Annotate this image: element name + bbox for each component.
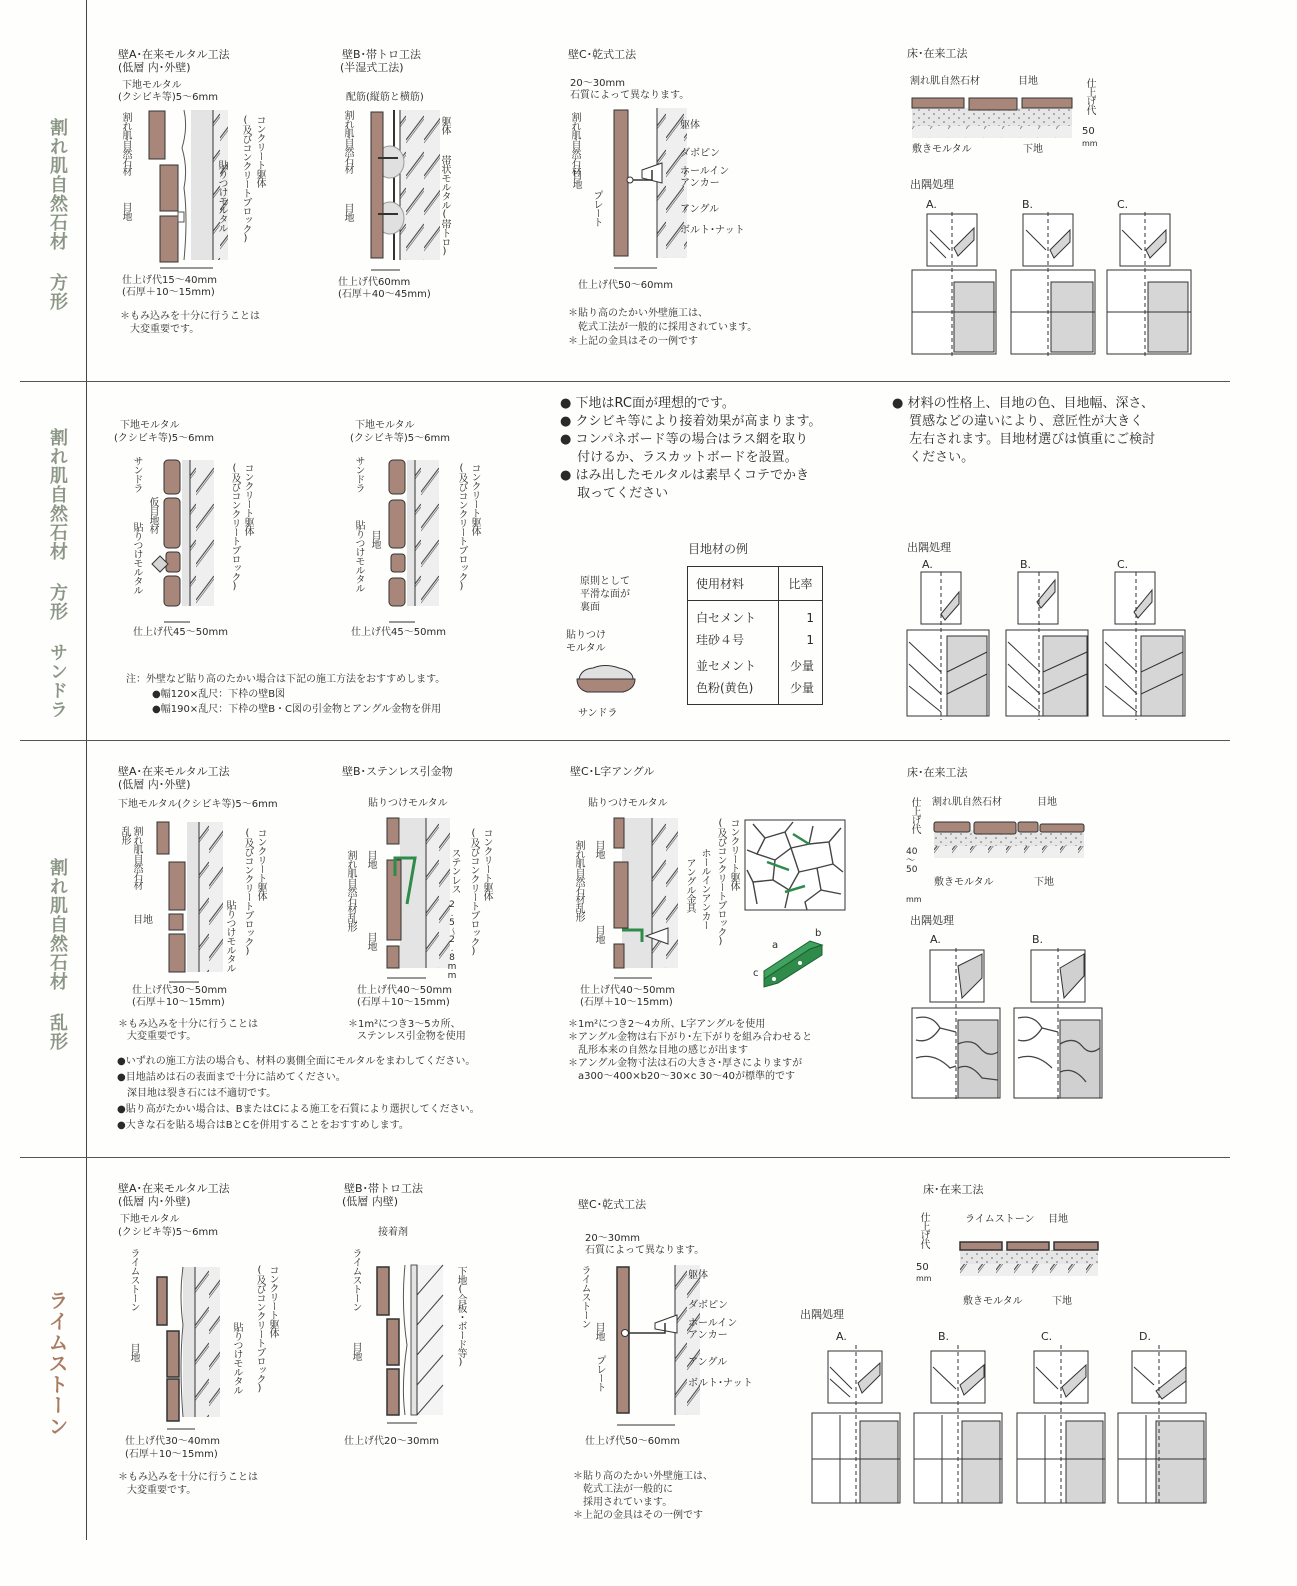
ls-wall-c-dowel-label: ダボピン [688,1300,728,1311]
wall-a-base-mortar-sub: (クシビキ等)5～6mm [118,92,219,103]
irr-corner-title: 出隅処理 [910,914,954,927]
irr-wall-b-adhesive: 貼りつけモルタル [368,798,448,809]
wall-a-stone-label: 割れ肌自然石材 [120,112,131,175]
note-line: 乱形本来の自然な目地の感じが出ます [568,1045,748,1056]
irr-wall-a-drawing [155,820,225,985]
irr-wall-c-notes [568,1018,812,1083]
left-divider [86,0,87,1540]
wall-b-title: 壁B･帯トロ工法 [342,48,422,61]
wall-b-subtitle: (半湿式工法) [340,61,404,74]
bullet-line: ● コンパネボード等の場合はラス網を取り [560,432,809,447]
irr-wall-b-stainless-label: ステンレス [449,848,460,893]
section-label-limestone: ライムストーン [45,1290,69,1437]
sandra-wall1-concrete-label: コンクリート躯体 [242,463,253,535]
corner-drawings [910,212,1195,357]
cell-ratio: 1 [779,601,823,627]
irr-floor-joint-label: 目地 [1037,797,1057,808]
ls-wall-a-note-2: 大変重要です。 [127,1485,197,1496]
irr-wall-a-subtitle: (低層 内･外壁) [118,778,191,791]
irr-floor-base-label: 下地 [1034,877,1054,888]
ls-wall-c-plate-label: プレート [594,1355,605,1391]
irr-wall-b-note-1: ＊1m²につき3～5カ所、 [348,1019,461,1030]
ls-wall-a-note-1: ＊もみ込みを十分に行うことは [118,1472,258,1483]
ls-wall-b-stone-label: ライムストーン [350,1248,361,1311]
sandra-note-main: 注：外壁など貼り高のたかい場合は下記の施工方法をおすすめします。 [126,674,446,685]
ls-wall-a-adhesive-label: 貼りつけモルタル [231,1322,242,1394]
irr-wall-b-joint-label-1: 目地 [365,850,376,868]
irr-wall-c-joint-label-1: 目地 [593,840,604,858]
header-material: 使用材料 [688,567,779,601]
sandra-wall2-joint-label: 目地 [369,530,380,548]
wall-b-stone-label: 割れ肌自然石材 [342,110,353,173]
sandra-corner-drawings [905,572,1190,720]
corner-option-c: C. [1117,558,1129,571]
ls-wall-c-notes [573,1470,713,1522]
corner-option-b: B. [1022,198,1034,211]
sandra-wall1-sandra-label: サンドラ [131,456,142,492]
wall-b-band-mortar-label: 帯状モルタル(帯トロ) [439,155,450,256]
bullet-line: 取ってください [560,486,669,501]
sandra-stone-drawing [575,665,637,695]
irr-wall-a-finish-sub: (石厚＋10～15mm) [132,997,225,1008]
l-angle-drawing [760,935,830,990]
corner-option-b: B. [938,1330,950,1343]
floor-stone-label: 割れ肌自然石材 [910,76,980,87]
irr-wall-c-anchor-label: ホールインアンカー [699,848,710,929]
section-divider-3 [20,1157,1230,1158]
bullet-line: 質感などの違いにより、意匠性が大きく [892,414,1144,429]
wall-a-base-mortar: 下地モルタル [122,80,182,91]
floor-title: 床･在来工法 [907,47,968,60]
wall-a-note-2: 大変重要です。 [130,324,200,335]
wall-a-finish-sub: (石厚＋10～15mm) [122,287,215,298]
irr-wall-a-title: 壁A･在来モルタル工法 [118,765,230,778]
irr-floor-finish-unit: mm [906,895,922,904]
ls-floor-finish-unit: mm [916,1274,932,1283]
irr-wall-c-concrete-sub: (及びコンクリートブロック) [715,818,726,946]
ls-wall-a-concrete-sub: (及びコンクリートブロック) [254,1265,265,1393]
ls-floor-title: 床･在来工法 [923,1183,984,1196]
bullet-line: ● クシビキ等により接着効果が高まります。 [560,414,822,429]
l-angle-dim-b: b [815,928,822,939]
floor-bed-mortar-label: 敷きモルタル [912,144,972,155]
ls-wall-b-joint-label: 目地 [350,1342,361,1360]
wall-c-section-drawing [612,108,712,273]
ls-floor-joint-label: 目地 [1048,1214,1068,1225]
section-divider-2 [20,740,1230,741]
cell-material: 珪砂４号 [696,633,745,647]
joint-table-title: 目地材の例 [688,542,749,556]
wall-a-joint-label: 目地 [120,202,131,220]
irr-wall-a-joint-label: 目地 [133,915,153,926]
ls-wall-c-title: 壁C･乾式工法 [578,1198,647,1211]
ls-wall-a-subtitle: (低層 内･外壁) [118,1195,191,1208]
wall-c-plate-label: プレート [591,190,602,226]
floor-finish-value: 50 [1082,126,1095,137]
irr-wall-c-adhesive: 貼りつけモルタル [588,798,668,809]
ls-wall-c-dim: 20～30mm [585,1233,640,1244]
note-line: 深目地は裂き石には不適切です。 [117,1088,277,1099]
irr-stone-pattern [745,820,845,910]
irr-wall-b-title: 壁B･ステンレス引金物 [342,765,453,778]
irr-wall-b-drawing [385,818,455,983]
ls-floor-base-label: 下地 [1052,1296,1072,1307]
ls-wall-b-base-label: 下地(合板･ボード等) [455,1266,466,1367]
bullet-line: 付けるか、ラスカットボードを設置。 [560,450,798,465]
joint-material-table [687,566,823,705]
ls-floor-finish-value: 50 [916,1262,929,1273]
ls-wall-c-body-label: 躯体 [688,1270,708,1281]
ls-wall-a-title: 壁A･在来モルタル工法 [118,1182,230,1195]
note-line: ＊貼り高のたかい外壁施工は、 [573,1471,713,1482]
wall-b-body-label: 躯体 [439,116,450,134]
sandra-wall2-drawing [385,462,445,617]
sandra-bullets-left [560,395,821,503]
irr-wall-b-stone-label: 割れ肌自然石材乱形 [345,850,356,931]
ls-floor-drawing [960,1240,1100,1280]
sandra-detail-back-3: 裏面 [580,602,600,613]
sandra-wall2-adhesive-label: 貼りつけモルタル [353,520,364,592]
cell-ratio: 1 [779,627,823,653]
sandra-wall1-drawing [160,462,220,617]
irr-wall-c-finish-sub: (石厚＋10～15mm) [580,997,673,1008]
cell-material: 色粉(黄色) [696,680,754,695]
irr-wall-b-finish-sub: (石厚＋10～15mm) [357,997,450,1008]
irr-wall-c-angle-metal-label: アングル金具 [684,858,695,912]
note-line: ●目地詰めは石の表面まで十分に詰めてください。 [117,1072,346,1083]
irr-wall-b-note-2: ステンレス引金物を使用 [357,1031,466,1042]
irr-wall-a-stone-kind: 乱形 [119,826,130,844]
section-label-irregular: 割れ肌自然石材 乱形 [47,858,68,1051]
irr-wall-b-concrete-sub: (及びコンクリートブロック) [468,828,479,956]
table-row [688,627,823,653]
wall-a-concrete-sub: (及びコンクリートブロック) [240,115,251,243]
note-line: ＊1m²につき2～4カ所、L字アングルを使用 [568,1019,766,1030]
irr-wall-a-concrete-sub: (及びコンクリートブロック) [242,828,253,956]
wall-a-adhesive-label: 貼りつけモルタル [216,160,227,232]
sandra-detail-back-2: 平滑な面が [580,589,630,600]
wall-c-stone-label: 割れ肌自然石材 [569,112,580,175]
ls-wall-c-dim-sub: 石質によって異なります。 [585,1245,705,1256]
wall-a-note-1: ＊もみ込みを十分に行うことは [120,311,260,322]
wall-b-joint-label: 目地 [342,203,353,221]
note-line: ＊上記の金具はその一例です [573,1510,703,1521]
note-line: ●いずれの施工方法の場合も、材料の裏側全面にモルタルをまわしてください。 [117,1056,476,1067]
ls-wall-c-anchor-label: ホールイン [688,1318,738,1329]
sandra-detail-adhesive-2: モルタル [566,643,606,654]
sandra-bullets-right [892,395,1155,467]
sandra-wall2-concrete-label: コンクリート躯体 [469,463,480,535]
ls-wall-c-anchor-label-2: アンカー [688,1330,728,1341]
floor-base-label: 下地 [1023,144,1043,155]
ls-wall-a-drawing [155,1265,225,1425]
wall-c-bolt-label: ボルト･ナット [680,225,745,236]
ls-wall-b-title: 壁B･帯トロ工法 [344,1182,424,1195]
ls-wall-c-joint-label: 目地 [593,1322,604,1340]
irr-floor-title: 床･在来工法 [907,766,968,779]
wall-c-title: 壁C･乾式工法 [568,48,637,61]
note-line: 採用されています。 [573,1497,673,1508]
note-line: ●貼り高がたかい場合は、BまたはCによる施工を石質により選択してください。 [117,1104,480,1115]
section-label-square: 割れ肌自然石材 方形 [47,118,68,311]
irr-general-notes [117,1054,480,1134]
ls-wall-c-bolt-label: ボルト･ナット [688,1378,753,1389]
note-line: ●大きな石を貼る場合はBとCを併用することをおすすめします。 [117,1120,409,1131]
section-label-sandra: 割れ肌自然石材 方形 サンドラ [47,428,68,719]
wall-c-angle-label: アングル [680,204,720,215]
irr-wall-b-concrete-label: コンクリート躯体 [481,828,492,900]
ls-wall-a-concrete-label: コンクリート躯体 [267,1265,278,1337]
irr-wall-a-base-mortar: 下地モルタル(クシビキ等)5～6mm [118,799,278,810]
irr-wall-b-finish: 仕上げ代40～50mm [357,985,452,996]
note-line: ＊アングル金物寸法は石の大きさ･厚さによりますが [568,1058,803,1069]
l-angle-dim-c: c [753,968,759,979]
irr-wall-a-concrete-label: コンクリート躯体 [255,828,266,900]
bullet-line: 左右されます。目地材選びは慎重にご検討 [892,432,1156,447]
irr-wall-c-title: 壁C･L字アングル [570,765,655,778]
floor-finish-label: 仕上げ代 [1084,78,1095,114]
ls-wall-a-base-mortar: 下地モルタル [120,1214,180,1225]
ls-wall-c-drawing [615,1265,715,1430]
wall-c-note-3: ＊上記の金具はその一例です [568,336,698,347]
wall-c-dowel-label: ダボピン [680,148,720,159]
ls-wall-c-angle-label: アングル [688,1357,728,1368]
note-line: a300～400×b20～30×c 30～40が標準的です [568,1071,795,1082]
irr-wall-b-stainless-dim: 2.5～2.8mm [447,900,457,980]
corner-title: 出隅処理 [910,178,954,191]
sandra-note-item-2: ●幅190×乱尺：下枠の壁B・C図の引金物とアングル金物を併用 [152,704,442,715]
irr-floor-drawing [934,820,1084,860]
section-divider-1 [20,381,1230,382]
irr-floor-bed-mortar-label: 敷きモルタル [934,877,994,888]
table-row [688,679,823,705]
ls-wall-b-drawing [375,1265,445,1420]
sandra-wall1-adhesive-label: 貼りつけモルタル [131,522,142,594]
wall-a-subtitle: (低層 内･外壁) [118,61,191,74]
sandra-wall2-base-mortar: 下地モルタル [355,420,415,431]
corner-option-b: B. [1020,558,1032,571]
wall-c-anchor-label: ホールインアンカー [680,166,730,189]
wall-b-finish-sub: (石厚＋40～45mm) [338,289,431,300]
ls-wall-a-finish-sub: (石厚＋10～15mm) [125,1449,218,1460]
table-row [688,653,823,679]
irr-floor-stone-label: 割れ肌自然石材 [932,797,1002,808]
table-row [688,601,823,627]
floor-joint-label: 目地 [1018,76,1038,87]
l-angle-dim-a: a [772,940,779,951]
wall-a-finish: 仕上げ代15～40mm [122,275,217,286]
sandra-wall1-base-mortar-sub: (クシビキ等)5～6mm [114,433,215,444]
ls-floor-stone-label: ライムストーン [965,1214,1035,1225]
ls-wall-c-finish: 仕上げ代50～60mm [585,1436,680,1447]
irr-floor-finish-value: 40～50 [906,847,918,875]
wall-c-dim-sub: 石質によって異なります。 [570,90,690,101]
corner-option-c: C. [1041,1330,1053,1343]
bullet-line: ● 下地はRC面が理想的です。 [560,396,735,411]
bullet-line: ● はみ出したモルタルは素早くコテでかき [560,468,809,483]
sandra-wall2-finish: 仕上げ代45～50mm [351,627,446,638]
bullet-line: ● 材料の性格上、目地の色、目地幅、深さ、 [892,396,1154,411]
ls-wall-b-adhesive-label: 接着剤 [378,1227,408,1238]
wall-c-body-label: 躯体 [680,120,700,131]
sandra-detail-sandra: サンドラ [578,708,618,719]
irr-wall-c-finish: 仕上げ代40～50mm [580,985,675,996]
sandra-detail-back-1: 原則として [580,576,630,587]
sandra-wall2-concrete-sub: (及びコンクリートブロック) [456,463,467,591]
table-header-row [688,567,823,601]
irr-wall-a-adhesive-label: 貼りつけモルタル [224,900,235,972]
sandra-wall1-finish: 仕上げ代45～50mm [133,627,228,638]
ls-floor-finish-label: 仕上げ代 [918,1212,929,1248]
sandra-note-item-1: ●幅120×乱尺：下枠の壁B図 [152,689,286,700]
irr-wall-b-joint-label-2: 目地 [365,932,376,950]
wall-c-note-1: ＊貼り高のたかい外壁施工は、 [568,308,708,319]
ls-wall-c-stone-label: ライムストーン [579,1265,590,1328]
sandra-detail-adhesive-1: 貼りつけ [566,630,606,641]
sandra-wall1-temp-joint-label: 仮目地材 [147,497,158,533]
ls-wall-a-finish: 仕上げ代30～40mm [125,1436,220,1447]
wall-c-joint-label: 目地 [570,170,581,188]
corner-option-a: A. [926,198,937,211]
note-line: ＊アングル金物は右下がり･左下がりを組み合わせると [568,1032,813,1043]
ls-wall-a-stone-label: ライムストーン [128,1248,139,1311]
wall-a-concrete-label: コンクリート躯体 [254,115,265,187]
irr-wall-a-note-2: 大変重要です。 [127,1031,197,1042]
ls-floor-bed-mortar-label: 敷きモルタル [963,1296,1023,1307]
corner-option-c: C. [1117,198,1129,211]
irr-wall-c-joint-label-2: 目地 [593,925,604,943]
irr-wall-c-stone-label: 割れ肌自然石材乱形 [573,840,584,921]
wall-c-dim: 20～30mm [570,78,625,89]
sandra-wall1-base-mortar: 下地モルタル [120,420,180,431]
bullet-line: ください。 [892,450,975,465]
cell-ratio: 少量 [779,653,823,679]
sandra-wall1-concrete-sub: (及びコンクリートブロック) [229,463,240,591]
irr-wall-c-drawing [612,818,682,983]
wall-b-finish: 仕上げ代60mm [338,277,411,288]
irr-wall-a-finish: 仕上げ代30～50mm [132,985,227,996]
floor-finish-unit: mm [1082,139,1098,148]
corner-option-a: A. [922,558,933,571]
ls-corner-drawings [810,1345,1220,1505]
irr-wall-a-note-1: ＊もみ込みを十分に行うことは [118,1019,258,1030]
floor-section-drawing [912,96,1072,141]
irr-wall-a-stone-label: 割れ肌自然石材 [131,826,142,889]
irr-corner-drawings [910,948,1110,1100]
irr-wall-c-concrete-label: コンクリート躯体 [728,818,739,890]
corner-option-a: A. [836,1330,847,1343]
ls-wall-b-finish: 仕上げ代20～30mm [344,1436,439,1447]
corner-option-d: D. [1139,1330,1151,1343]
sandra-corner-title: 出隅処理 [907,541,951,554]
ls-wall-a-base-mortar-sub: (クシビキ等)5～6mm [118,1227,219,1238]
cell-material: 並セメント [696,659,757,673]
corner-option-a: A. [930,933,941,946]
sandra-wall2-base-mortar-sub: (クシビキ等)5～6mm [350,433,451,444]
wall-c-note-2: 乾式工法が一般的に採用されています。 [578,322,758,333]
wall-a-title: 壁A･在来モルタル工法 [118,48,230,61]
cell-ratio: 少量 [779,679,823,705]
ls-wall-a-joint-label: 目地 [128,1343,139,1361]
irr-floor-finish-label: 仕上げ代 [909,797,920,833]
wall-c-finish: 仕上げ代50～60mm [578,280,673,291]
ls-wall-b-subtitle: (低層 内壁) [342,1195,399,1208]
sandra-wall2-sandra-label: サンドラ [353,456,364,492]
cell-material: 白セメント [696,611,757,626]
header-ratio: 比率 [779,567,823,601]
ls-corner-title: 出隅処理 [800,1308,844,1321]
wall-b-rebar: 配筋(縦筋と横筋) [346,92,424,103]
note-line: 乾式工法が一般的に [573,1484,673,1495]
corner-option-b: B. [1032,933,1044,946]
